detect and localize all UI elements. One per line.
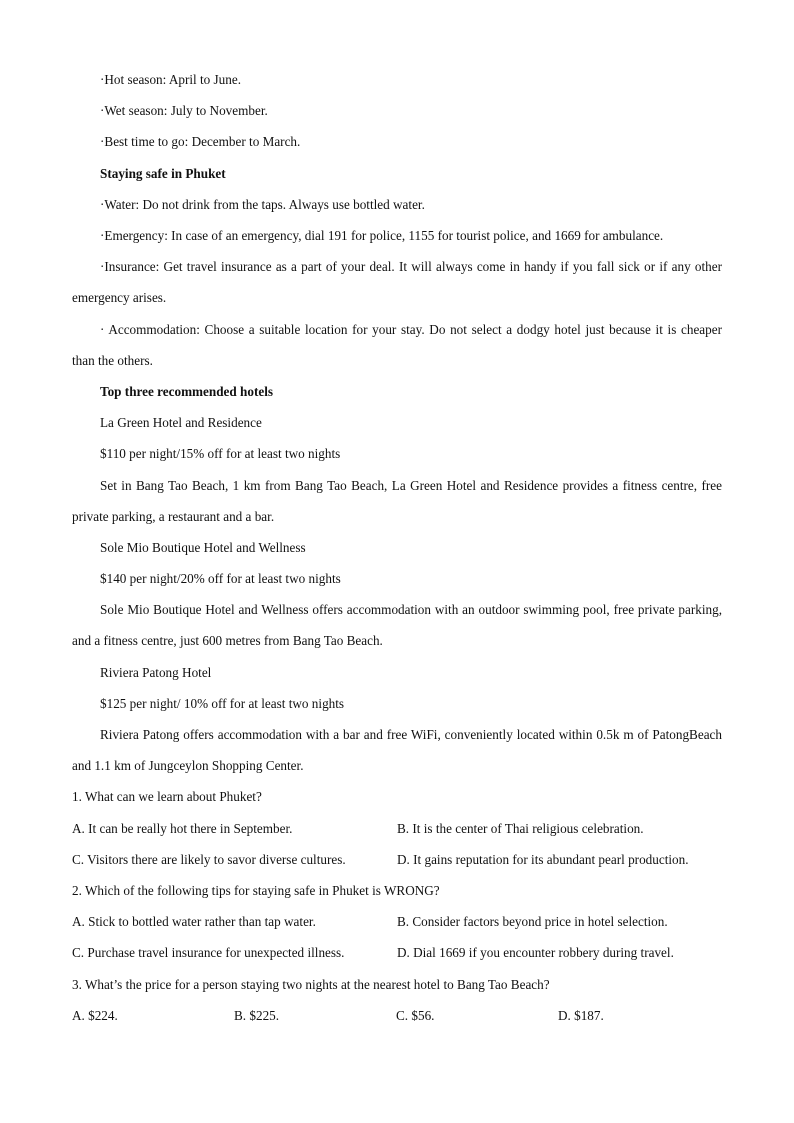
hotel-description: Sole Mio Boutique Hotel and Wellness offers accommodation with an outdoor swimming pool, free private parking, and a fitness centre, just 600 metres from Bang Tao Beach.: [72, 602, 722, 649]
answer-option: A. Stick to bottled water rather than tap water.: [72, 914, 316, 930]
question-text: 1. What can we learn about Phuket?: [72, 789, 262, 805]
question-options-row: [72, 1000, 722, 1031]
question-options-row: [72, 906, 722, 937]
answer-option: D. Dial 1669 if you encounter robbery during travel.: [397, 945, 674, 961]
question-text: 2. Which of the following tips for staying safe in Phuket is WRONG?: [72, 883, 440, 899]
answer-option: D. $187.: [558, 1007, 604, 1023]
answer-option: C. $56.: [396, 1007, 435, 1023]
hotel-price: $140 per night/20% off for at least two nights: [100, 571, 341, 587]
answer-option: B. $225.: [234, 1007, 280, 1023]
answer-option: A. $224.: [72, 1007, 118, 1023]
hotel-description: Riviera Patong offers accommodation with a bar and free WiFi, conveniently located within 0.5k m of PatongBeach and 1.1 km of Jungceylon Shopping Center.: [72, 727, 722, 774]
question-options-row: [72, 937, 722, 968]
safety-emergency: ·Emergency: In case of an emergency, dial 191 for police, 1155 for tourist police, and 1669 for ambulance.: [100, 227, 664, 243]
hotel-name: Riviera Patong Hotel: [100, 664, 212, 680]
question-options-row: [72, 813, 722, 844]
answer-option: B. Consider factors beyond price in hotel selection.: [397, 914, 668, 930]
hotel-price: $125 per night/ 10% off for at least two nights: [100, 695, 345, 711]
safety-insurance: ·Insurance: Get travel insurance as a part of your deal. It will always come in handy if you fall sick or if any other emergency arises.: [72, 259, 722, 306]
hotel-name: Sole Mio Boutique Hotel and Wellness: [100, 539, 306, 555]
question-text: 3. What’s the price for a person staying two nights at the nearest hotel to Bang Tao Beach?: [72, 976, 550, 992]
hotels-heading: Top three recommended hotels: [100, 383, 274, 399]
question-options-row: [72, 844, 722, 875]
answer-option: D. It gains reputation for its abundant pearl production.: [397, 851, 689, 867]
answer-option: B. It is the center of Thai religious celebration.: [397, 820, 644, 836]
safety-water: ·Water: Do not drink from the taps. Always use bottled water.: [100, 196, 425, 212]
hotel-description: Set in Bang Tao Beach, 1 km from Bang Tao Beach, La Green Hotel and Residence provides a fitness centre, free private parking, a restaurant and a bar.: [72, 477, 722, 524]
climate-hot-season: ·Hot season: April to June.: [100, 72, 242, 87]
climate-wet-season: ·Wet season: July to November.: [100, 103, 268, 119]
answer-option: A. It can be really hot there in September.: [72, 820, 293, 836]
answer-option: C. Visitors there are likely to savor diverse cultures.: [72, 851, 346, 867]
climate-best-time: ·Best time to go: December to March.: [100, 134, 301, 150]
safety-accommodation: · Accommodation: Choose a suitable location for your stay. Do not select a dodgy hotel just because it is cheaper than the others.: [72, 321, 722, 368]
hotel-name: La Green Hotel and Residence: [100, 415, 262, 431]
hotel-price: $110 per night/15% off for at least two nights: [100, 446, 341, 462]
answer-option: C. Purchase travel insurance for unexpected illness.: [72, 945, 345, 961]
document-page: [72, 64, 722, 1031]
safety-heading: Staying safe in Phuket: [100, 165, 226, 181]
